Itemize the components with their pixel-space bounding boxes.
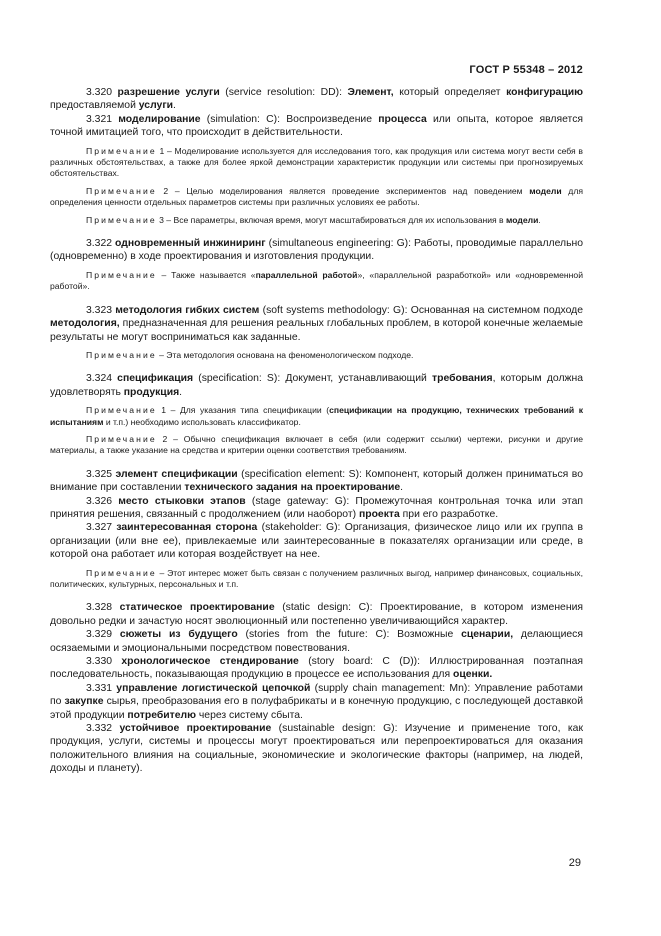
text-run: 3.329 — [86, 629, 120, 641]
page-number: 29 — [568, 857, 581, 869]
text-run: сырья, преобразования его в полуфабрикаты и в конечную продукцию, с последующей доставкой этой продукции — [50, 696, 583, 721]
bold-term: хронологическое стендирование — [121, 656, 299, 668]
term-entry — [50, 521, 583, 561]
bold-term: разрешение услуги — [117, 87, 220, 98]
text-run: и т.п.) необходимо использовать классификатор. — [103, 416, 301, 427]
bold-term: проекта — [358, 508, 400, 520]
note-label: Примечание — [86, 269, 157, 280]
bold-term: параллельной работой — [255, 269, 358, 280]
document-number: ГОСТ Р 55348 – 2012 — [469, 64, 583, 76]
term-entry — [50, 682, 583, 722]
term-entry — [50, 468, 583, 495]
bold-term: управление логистической цепочкой — [116, 682, 311, 694]
bold-term: конфигурацию — [506, 87, 583, 98]
text-run: 3.325 — [86, 468, 116, 480]
note-label: Примечание — [86, 433, 157, 444]
bold-term: сценарии, — [461, 629, 514, 641]
bold-term: модели — [529, 185, 562, 196]
note-paragraph — [50, 568, 583, 591]
text-run: 3.324 — [86, 373, 118, 385]
note-paragraph — [50, 350, 583, 361]
note-paragraph — [50, 270, 583, 293]
term-entry — [50, 304, 583, 344]
paragraph-spacer — [50, 361, 583, 372]
bold-term: одновременный инжиниринг — [115, 238, 266, 250]
note-paragraph — [50, 405, 583, 428]
term-entry — [50, 372, 583, 399]
text-run: . — [179, 386, 183, 398]
text-run: 3.328 — [86, 602, 120, 614]
note-label: Примечание — [86, 567, 157, 578]
text-run: для определения ценности отдельных параметров системы при различных условиях ее работы. — [50, 185, 583, 208]
text-run: при его разработке. — [399, 508, 499, 520]
paragraph-spacer — [50, 226, 583, 237]
text-run: 3.326 — [86, 495, 119, 507]
text-run: 3.327 — [86, 522, 117, 534]
text-run: 3.331 — [86, 682, 117, 694]
text-run: – Эта методология основана на феноменологическом подходе. — [156, 349, 414, 360]
note-label: Примечание — [86, 405, 157, 416]
text-run: », «параллельной разработкой» или «одновременной работой». — [50, 269, 583, 292]
text-run: 3.330 — [86, 656, 122, 668]
text-run: (story board: C (D)): Иллюстрированная поэтапная последовательность, показывающая продукцию в процессе ее использования для — [50, 656, 583, 681]
bold-term: услуги — [138, 100, 174, 112]
bold-term: статическое проектирование — [119, 602, 275, 614]
text-run: 3.321 — [86, 113, 119, 125]
text-run: 3.332 — [86, 723, 120, 735]
bold-term: технического задания на проектирование — [184, 482, 401, 494]
bold-term: процесса — [378, 113, 427, 125]
text-run: который определяет — [393, 87, 507, 98]
text-run: (static design: C): Проектирование, в котором изменения довольно редки и зачастую носят эволюционный или постепенно увеличивающийся характер. — [50, 602, 583, 627]
note-label: Примечание — [86, 349, 157, 360]
term-entry — [50, 655, 583, 682]
text-run: (simultaneous engineering: G): Работы, проводимые параллельно (одновременно) в ходе проектирования и изготовления продукции. — [50, 238, 584, 263]
term-entry — [50, 628, 583, 655]
text-run: (stories from the future: C): Возможные — [237, 629, 462, 641]
text-run: (supply chain management: Mn): Управление работами по — [50, 682, 583, 708]
text-run: – Также называется « — [156, 269, 256, 280]
text-run: предназначенная для решения реальных глобальных проблем, в которой конечные желаемые результаты не могут восприниматься как заданные. — [50, 318, 583, 343]
paragraph-spacer — [50, 457, 583, 468]
bold-term: продукция — [123, 386, 180, 398]
text-run: . — [173, 100, 176, 112]
text-run: 2 – Обычно спецификация включает в себя (или содержит ссылки) чертежи, рисунки и другие материалы, а также указание на средства и критерии оценки соответствия требованиям. — [50, 433, 583, 456]
text-run: (stage gateway: G): Промежуточная контрольная точка или этап принятия решения, связанный с продолжением (или наоборот) — [50, 495, 583, 520]
text-run: (specification: S): Документ, устанавливающий — [193, 373, 433, 385]
text-run: (sustainable design: G): Изучение и применение того, как продукция, услуги, системы и процессы могут проектироваться или перепроектироваться для оказания положительного влияния на социальные, экономические и экологические факторы (например, на людей, доходы и планету). — [50, 723, 584, 775]
bold-term: заинтересованная сторона — [116, 522, 258, 534]
note-label: Примечание — [86, 185, 157, 196]
bold-term: элемент спецификации — [115, 468, 238, 480]
bold-term: закупке — [64, 696, 104, 708]
note-paragraph — [50, 146, 583, 180]
bold-term: Элемент, — [347, 87, 394, 98]
text-run: (specification element: S): Компонент, который должен приниматься во внимание при составлении — [50, 468, 583, 494]
term-entry — [50, 495, 583, 522]
text-run: 1 – Моделирование используется для исследования того, как продукция или система могут вести себя в различных обстоятельствах, а также для более яркой демонстрации характеристик продукции или системы при прогнозируемых обстоятельствах. — [50, 145, 583, 179]
bold-term: требования — [432, 373, 493, 385]
note-paragraph — [50, 434, 583, 457]
text-run: 1 – Для указания типа спецификации ( — [156, 405, 330, 416]
text-run: – Этот интерес может быть связан с получением различных выгод, например финансовых, социальных, политических, культурных, персональных и т.п. — [50, 567, 583, 589]
text-run: (service resolution: DD): — [219, 87, 348, 98]
bold-term: место стыковки этапов — [118, 495, 246, 507]
bold-term: модели — [506, 214, 539, 225]
text-run: делающиеся осязаемыми и эмоциональными посредством повествования. — [50, 629, 583, 654]
term-entry — [50, 86, 583, 113]
bold-term: сюжеты из будущего — [119, 629, 238, 641]
bold-term: спецификация — [117, 373, 194, 385]
bold-term: спецификации на продукцию, технических требований к испытаниям — [50, 405, 583, 427]
bold-term: методология гибких систем — [115, 304, 260, 316]
bold-term: устойчивое проектирование — [119, 723, 272, 735]
text-run: через систему сбыта. — [196, 709, 303, 721]
bold-term: потребителю — [127, 709, 196, 721]
text-run: , которым должна удовлетворять — [50, 373, 584, 398]
note-label: Примечание — [86, 214, 157, 225]
text-run: предоставляемой — [50, 100, 139, 112]
term-entry — [50, 601, 583, 628]
note-label: Примечание — [86, 145, 157, 156]
bold-term: моделирование — [118, 113, 201, 125]
bold-term: методология, — [50, 318, 120, 330]
note-paragraph — [50, 215, 583, 226]
text-run: или опыта, которое является точной имитацией того, что происходит в действительности. — [50, 113, 584, 139]
text-run: 2 – Целью моделирования является проведение экспериментов над поведением — [156, 185, 530, 196]
text-run: (soft systems methodology: G): Основанная на системном подходе — [259, 304, 583, 316]
text-run: 3.322 — [86, 238, 116, 250]
text-run: 3.323 — [86, 304, 116, 316]
term-entry — [50, 237, 583, 264]
text-run: 3.320 — [86, 87, 118, 98]
note-paragraph — [50, 186, 583, 209]
term-entry — [50, 722, 583, 776]
text-run: 3 – Все параметры, включая время, могут масштабироваться для их использования в — [156, 214, 507, 225]
term-entry — [50, 113, 583, 140]
page-body — [50, 86, 583, 776]
text-run: (stakeholder: G): Организация, физическое лицо или их группа в организации (или вне ее), привлекаемые или заинтересованные в показателях организации или среде, в которой она работает или которая воздействует на нее. — [50, 522, 583, 561]
bold-term: оценки. — [452, 669, 493, 681]
text-run: (simulation: C): Воспроизведение — [200, 113, 379, 125]
text-run: . — [400, 482, 404, 494]
paragraph-spacer — [50, 293, 583, 304]
text-run: . — [538, 214, 541, 225]
paragraph-spacer — [50, 590, 583, 601]
